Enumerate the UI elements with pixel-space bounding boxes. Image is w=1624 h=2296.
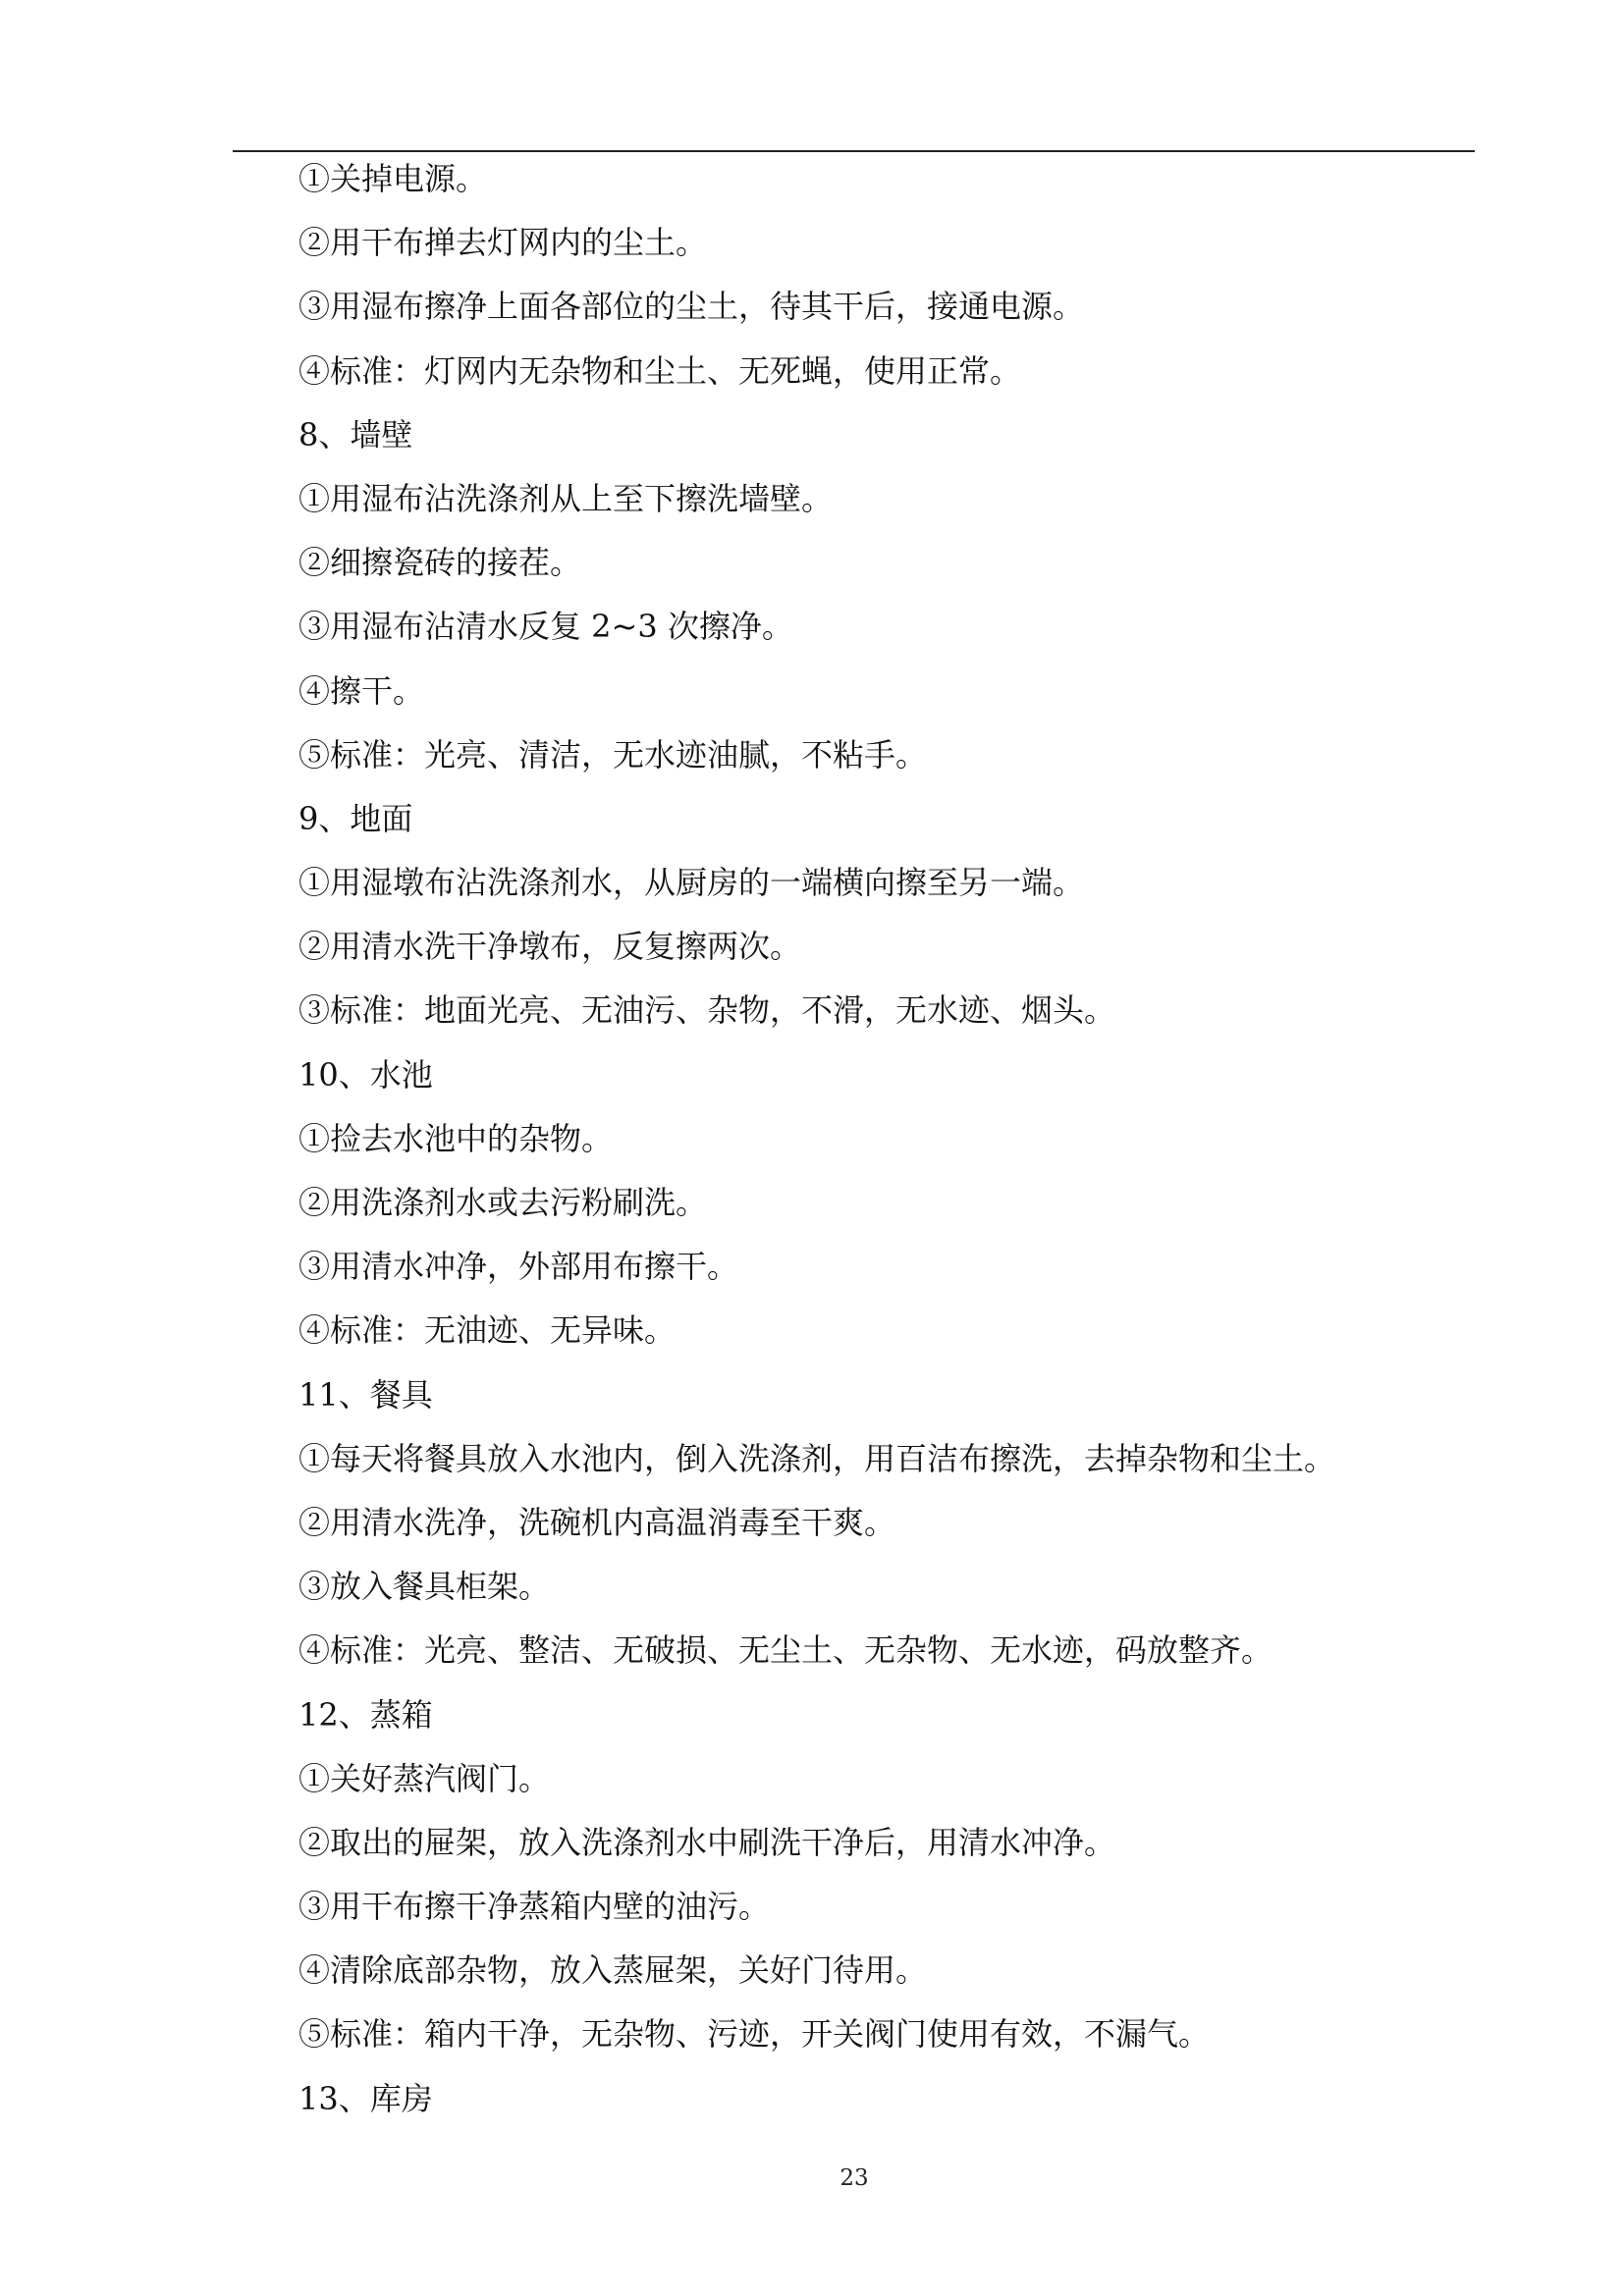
text-line: ③放入餐具柜架。 bbox=[298, 1568, 551, 1606]
section-heading: 8、墙壁 bbox=[298, 415, 413, 454]
section-heading: 9、地面 bbox=[298, 799, 413, 837]
text-line: ⑤标准：光亮、清洁，无水迹油腻，不粘手。 bbox=[298, 735, 928, 774]
text-line: ①每天将餐具放入水池内，倒入洗涤剂，用百洁布擦洗，去掉杂物和尘土。 bbox=[298, 1439, 1336, 1477]
text-line: ③用干布擦干净蒸箱内壁的油污。 bbox=[298, 1888, 771, 1926]
text-line: ②用清水洗净，洗碗机内高温消毒至干爽。 bbox=[298, 1503, 896, 1541]
text-line: ②细擦瓷砖的接茬。 bbox=[298, 544, 582, 582]
text-line: ①用湿布沾洗涤剂从上至下擦洗墙壁。 bbox=[298, 479, 834, 517]
text-line: ④标准：光亮、整洁、无破损、无尘土、无杂物、无水迹，码放整齐。 bbox=[298, 1631, 1273, 1670]
text-line: ④标准：无油迹、无异味。 bbox=[298, 1311, 677, 1350]
text-line: ①关掉电源。 bbox=[298, 160, 488, 197]
text-line: ④擦干。 bbox=[298, 671, 425, 710]
text-line: ①捡去水池中的杂物。 bbox=[298, 1119, 614, 1157]
text-line: ③用湿布沾清水反复 2~3 次擦净。 bbox=[298, 608, 793, 646]
text-line: ④清除底部杂物，放入蒸屉架，关好门待用。 bbox=[298, 1951, 928, 1990]
document-body bbox=[298, 147, 1477, 2131]
text-line: ③用清水冲净，外部用布擦干。 bbox=[298, 1248, 739, 1286]
text-line: ①关好蒸汽阀门。 bbox=[298, 1759, 551, 1797]
text-line: ③用湿布擦净上面各部位的尘土，待其干后，接通电源。 bbox=[298, 288, 1085, 326]
text-line: ②用洗涤剂水或去污粉刷洗。 bbox=[298, 1184, 708, 1221]
text-line: ②用干布掸去灯网内的尘土。 bbox=[298, 224, 708, 262]
section-heading: 13、库房 bbox=[298, 2079, 433, 2117]
text-line: ①用湿墩布沾洗涤剂水，从厨房的一端横向擦至另一端。 bbox=[298, 864, 1085, 902]
text-line: ④标准：灯网内无杂物和尘土、无死蝇，使用正常。 bbox=[298, 351, 1022, 390]
section-heading: 11、餐具 bbox=[298, 1375, 433, 1414]
text-line: ③标准：地面光亮、无油污、杂物，不滑，无水迹、烟头。 bbox=[298, 991, 1116, 1030]
page-number: 23 bbox=[839, 2165, 869, 2191]
section-heading: 12、蒸箱 bbox=[298, 1695, 433, 1734]
section-heading: 10、水池 bbox=[298, 1055, 433, 1094]
text-line: ⑤标准：箱内干净，无杂物、污迹，开关阀门使用有效，不漏气。 bbox=[298, 2015, 1211, 2054]
text-line: ②用清水洗干净墩布，反复擦两次。 bbox=[298, 928, 802, 966]
text-line: ②取出的屉架，放入洗涤剂水中刷洗干净后，用清水冲净。 bbox=[298, 1823, 1116, 1861]
